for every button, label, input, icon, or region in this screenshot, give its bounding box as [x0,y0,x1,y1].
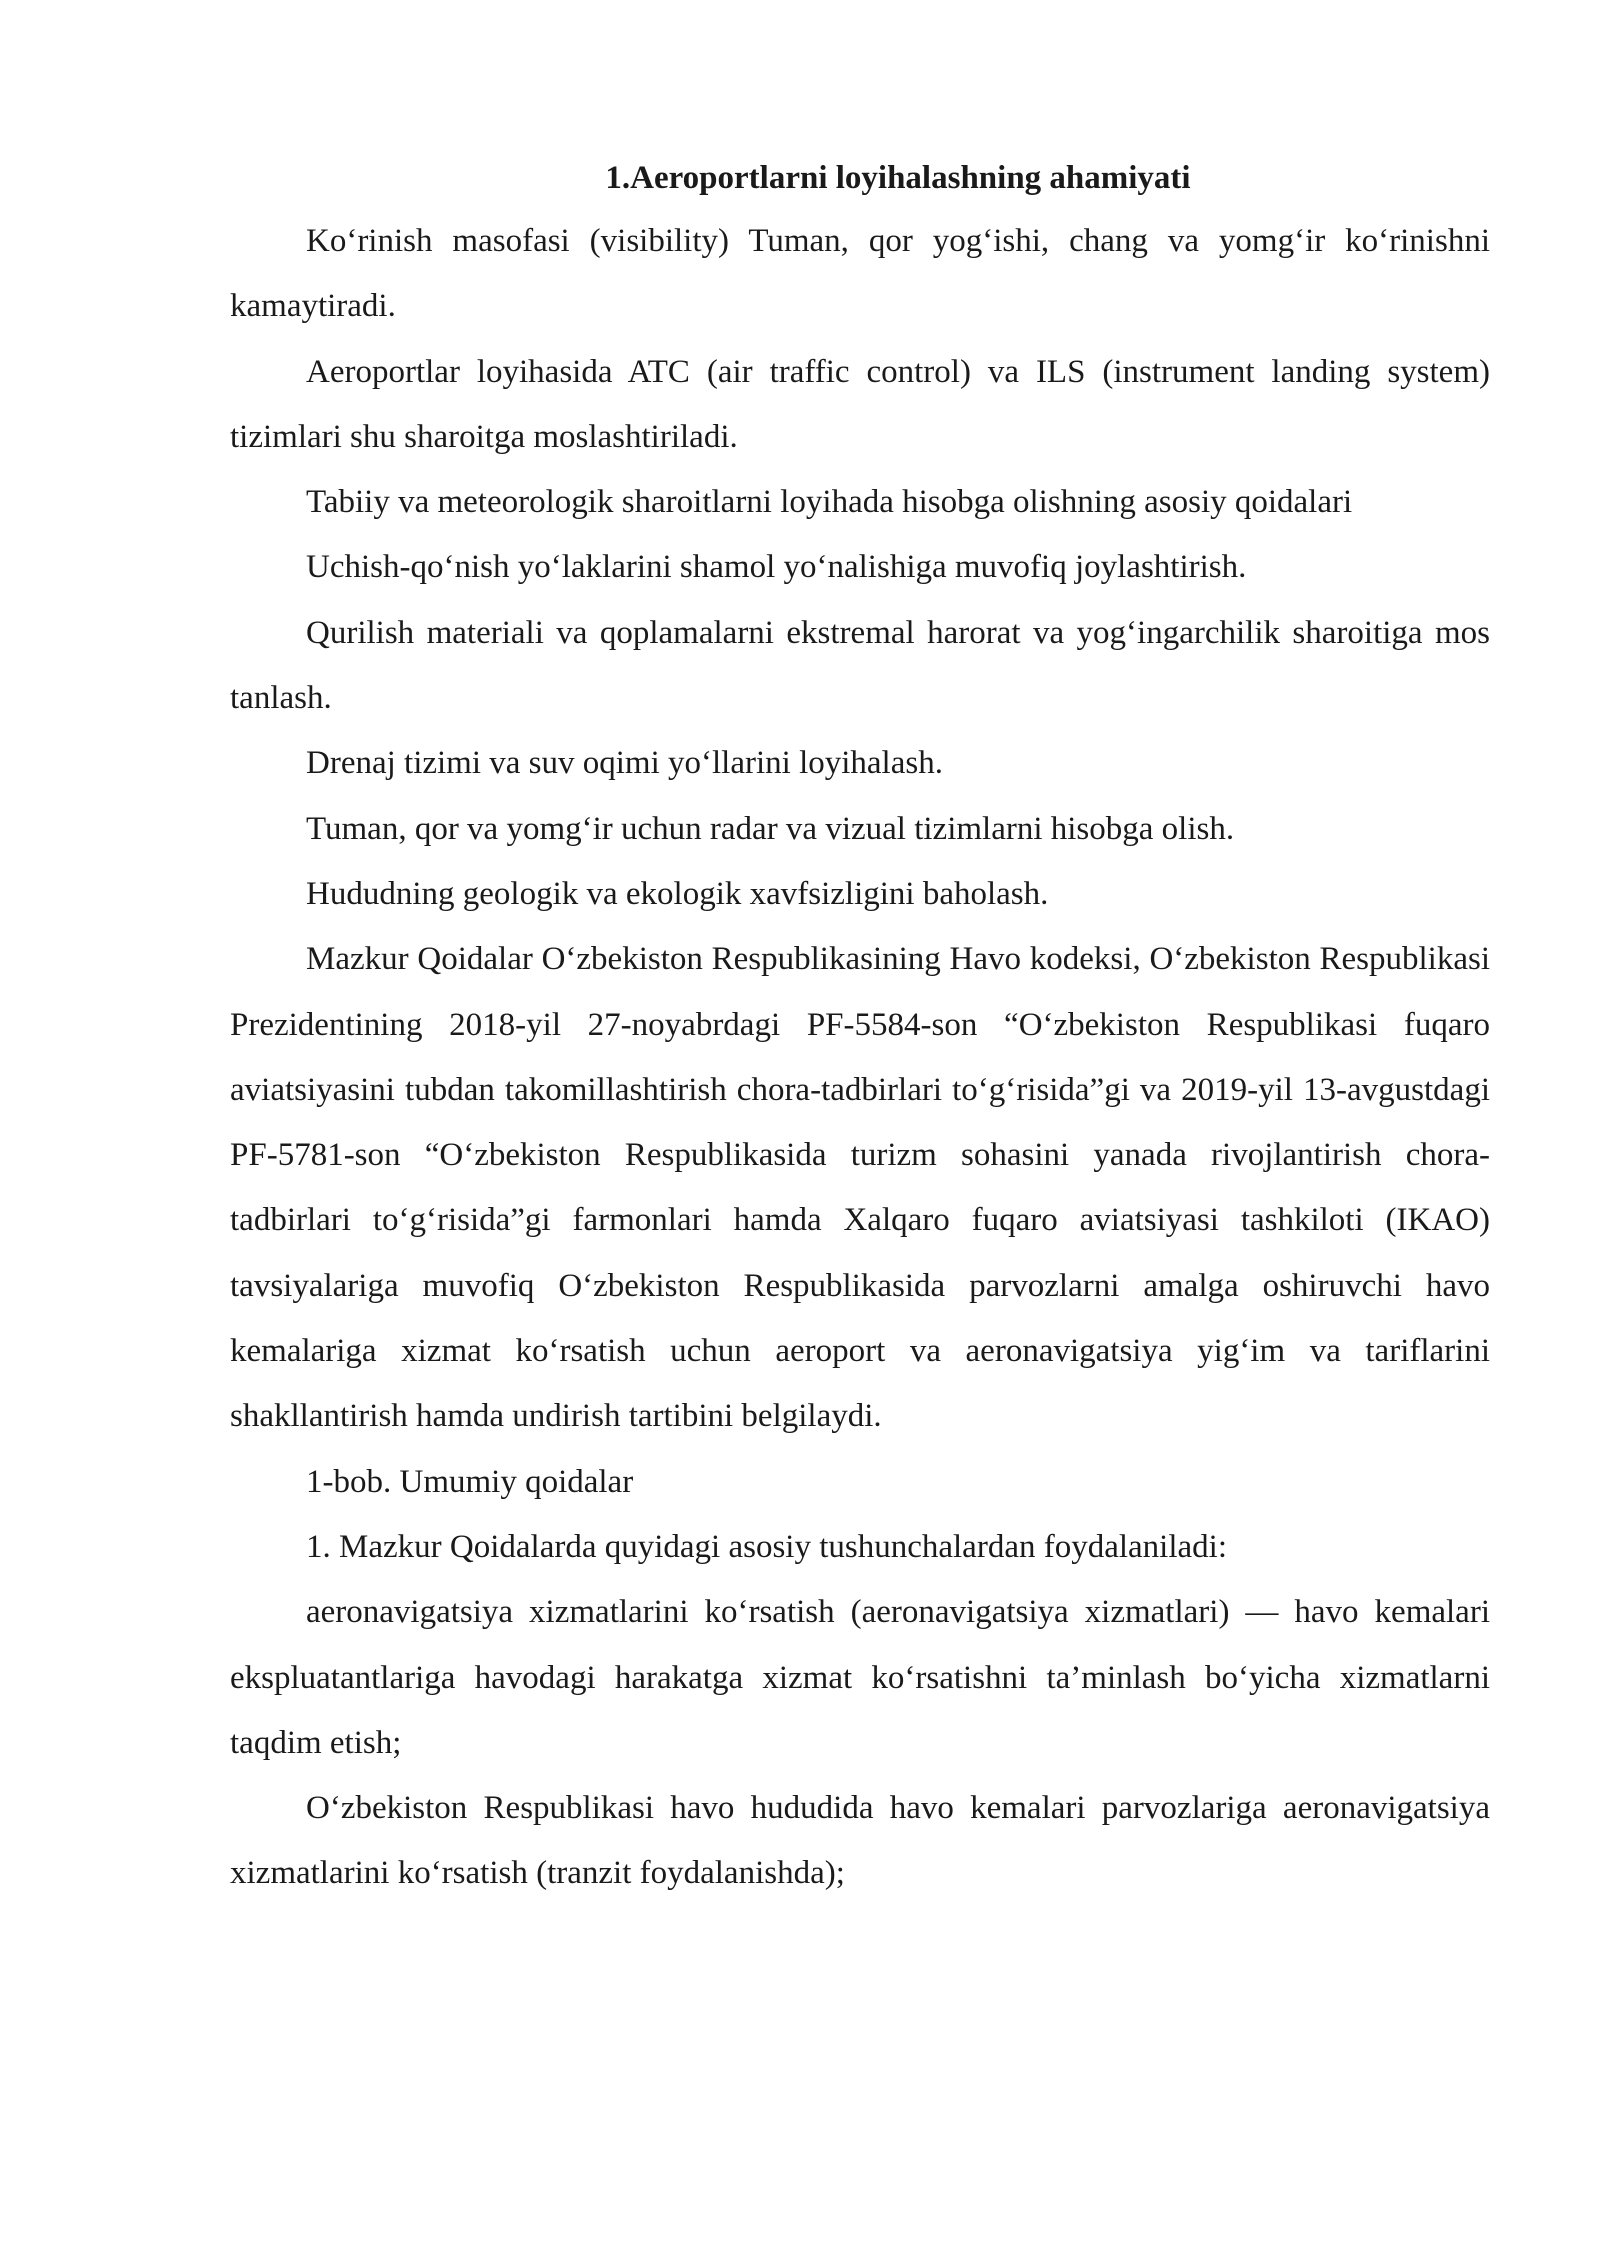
paragraph-design-rules: Tabiiy va meteorologik sharoitlarni loyihada hisobga olishning asosiy qoidalari [306,484,1353,521]
paragraph-materials: Qurilish materiali va qoplamalarni ekstremal harorat va yog‘ingarchilik sharoitiga mos tanlash. [230,614,1490,717]
paragraph-regulations: Mazkur Qoidalar O‘zbekiston Respublikasining Havo kodeksi, O‘zbekiston Respublikasi Prezidentining 2018-yil 27-noyabrdagi PF-5584-son “O‘zbekiston Respublikasi fuqaro aviatsiyasini tubdan takomillashtirish chora-tadbirlari to‘g‘risida”gi va 2019-yil 13-avgustdagi PF-5781-son “O‘zbekiston Respublikasida turizm sohasini yanada rivojlantirish chora-tadbirlari to‘g‘risida”gi farmonlari hamda Xalqaro fuqaro aviatsiyasi tashkiloti (IKAO) tavsiyalariga muvofiq O‘zbekiston Respublikasida parvozlarni amalga oshiruvchi havo kemalariga xizmat ko‘rsatish uchun aeroport va aeronavigatsiya yig‘im va tariflarini shakllantirish hamda undirish tartibini belgilaydi. [230,941,1490,1435]
paragraph-geology: Hududning geologik va ekologik xavfsizligini baholash. [306,875,1049,912]
paragraph-atc-ils: Aeroportlar loyihasida ATC (air traffic control) va ILS (instrument landing system) tizimlari shu sharoitga moslashtiriladi. [230,353,1490,455]
paragraph-definition-aeronav: aeronavigatsiya xizmatlarini ko‘rsatish (aeronavigatsiya xizmatlari) — havo kemalari ekspluatantlariga havodagi harakatga xizmat ko‘rsatishni ta’minlash bo‘yicha xizmatlarni taqdim etish; [230,1594,1490,1761]
paragraph-definitions-intro: 1. Mazkur Qoidalarda quyidagi asosiy tushunchalardan foydalaniladi: [306,1528,1227,1565]
paragraph-runway-wind: Uchish-qo‘nish yo‘laklarini shamol yo‘nalishiga muvofiq joylashtirish. [306,549,1247,586]
paragraph-drainage: Drenaj tizimi va suv oqimi yo‘llarini loyihalash. [306,745,943,782]
document-body [230,150,1490,1907]
chapter-heading: 1-bob. Umumiy qoidalar [306,1463,634,1500]
section-title: 1.Aeroportlarni loyihalashning ahamiyati [605,160,1191,196]
paragraph-radar: Tuman, qor va yomg‘ir uchun radar va vizual tizimlarni hisobga olish. [306,810,1235,847]
paragraph-definition-transit: O‘zbekiston Respublikasi havo hududida havo kemalari parvozlariga aeronavigatsiya xizmatlarini ko‘rsatish (tranzit foydalanishda); [230,1790,1490,1892]
paragraph-visibility: Ko‘rinish masofasi (visibility) Tuman, qor yog‘ishi, chang va yomg‘ir ko‘rinishni kamaytiradi. [230,223,1490,325]
